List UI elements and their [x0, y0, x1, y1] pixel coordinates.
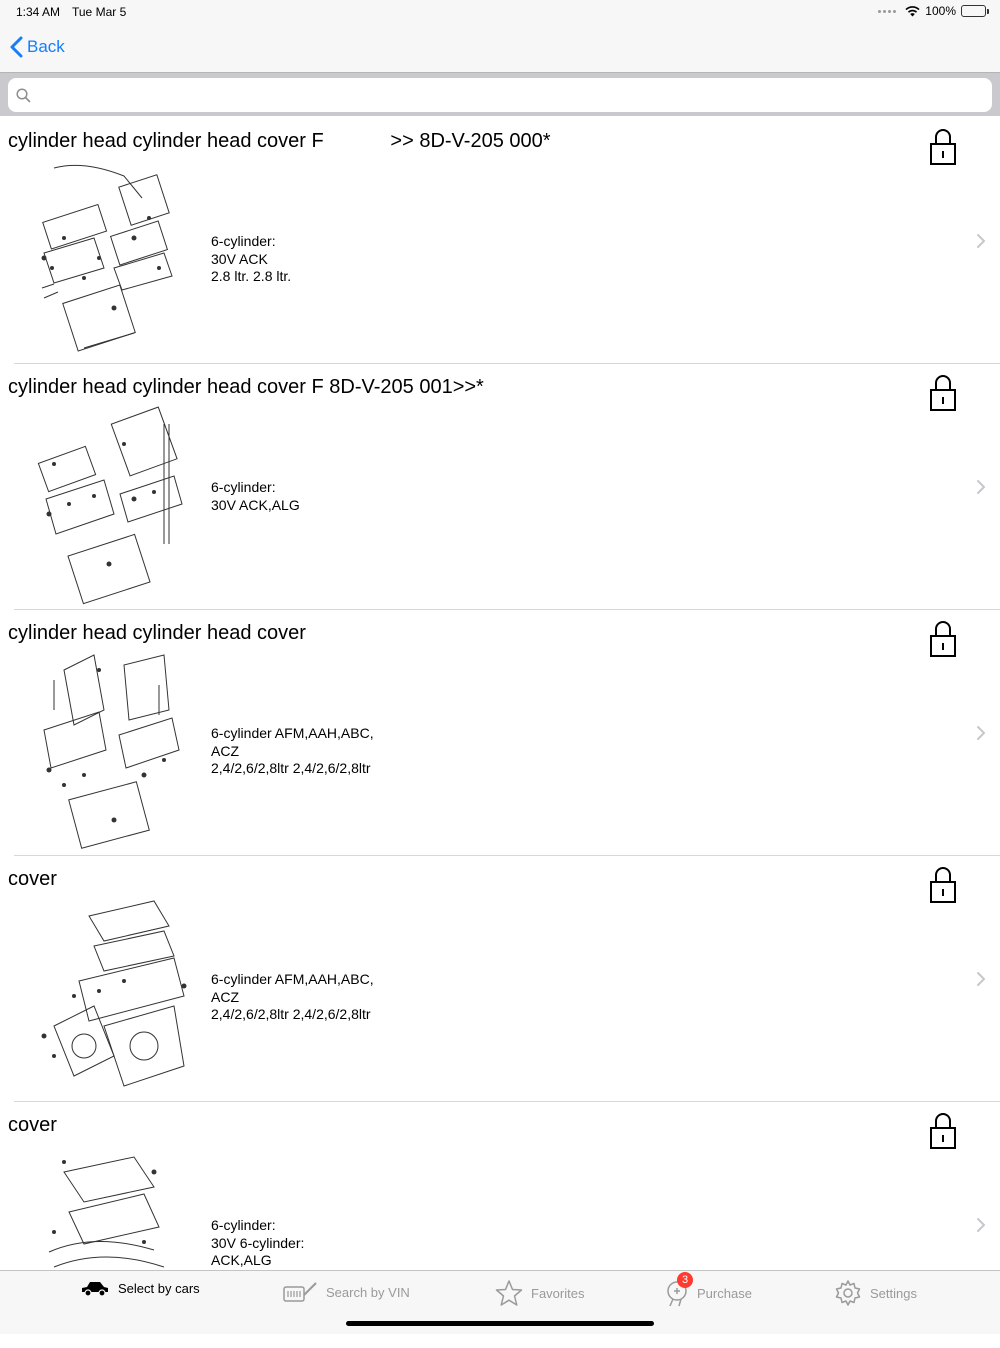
lock-icon	[928, 620, 958, 658]
tab-label: Purchase	[697, 1285, 752, 1301]
description-line: ACK,ALG	[211, 1252, 272, 1268]
part-diagram-image	[24, 896, 194, 1096]
description-line: 6-cylinder:	[211, 479, 276, 495]
lock-icon	[928, 1112, 958, 1150]
lock-icon	[928, 128, 958, 166]
description-line: 6-cylinder AFM,AAH,ABC,	[211, 725, 374, 741]
search-input[interactable]	[38, 78, 978, 112]
tab-search-by-vin[interactable]	[282, 1279, 410, 1305]
status-date: Tue Mar 5	[72, 5, 127, 19]
description-line: 6-cylinder:	[211, 233, 276, 249]
row-title: cylinder head cylinder head cover F >> 8D-V-205 000*	[8, 130, 551, 152]
status-bar	[0, 0, 1000, 26]
row-description	[211, 479, 471, 514]
description-line: 30V ACK	[211, 250, 268, 267]
list-item[interactable]	[0, 610, 1000, 856]
description-line: 2,4/2,6/2,8ltr 2,4/2,6/2,8ltr	[211, 760, 371, 776]
purchase-icon-wrap	[665, 1274, 689, 1307]
navigation-bar	[0, 26, 1000, 72]
battery-percent: 100%	[925, 4, 956, 18]
signal-icon	[878, 10, 896, 13]
back-button[interactable]	[10, 36, 65, 58]
chevron-left-icon	[10, 36, 23, 58]
status-right	[878, 4, 986, 18]
battery-icon	[961, 5, 986, 17]
description-line: 30V 6-cylinder:	[211, 1234, 305, 1251]
back-label: Back	[27, 37, 65, 56]
home-indicator	[346, 1321, 654, 1326]
row-title: cylinder head cylinder head cover	[8, 622, 306, 644]
tab-purchase[interactable]	[665, 1274, 752, 1307]
search-icon	[16, 88, 31, 103]
parts-list	[0, 118, 1000, 1270]
row-description	[211, 233, 471, 286]
row-title: cylinder head cylinder head cover F 8D-V-205 001>>*	[8, 376, 484, 398]
tab-select-by-cars[interactable]	[80, 1279, 200, 1297]
row-description	[211, 971, 471, 1024]
chevron-right-icon	[976, 233, 986, 249]
description-line: 6-cylinder AFM,AAH,ABC,	[211, 971, 374, 987]
list-item[interactable]	[0, 364, 1000, 610]
car-icon	[80, 1279, 110, 1297]
row-title: cover	[8, 1114, 57, 1136]
tab-label: Select by cars	[118, 1280, 200, 1296]
chevron-right-icon	[976, 971, 986, 987]
chevron-right-icon	[976, 479, 986, 495]
tab-favorites[interactable]	[495, 1279, 584, 1307]
description-line: 2,4/2,6/2,8ltr 2,4/2,6/2,8ltr	[211, 1006, 371, 1022]
chevron-right-icon	[976, 1217, 986, 1233]
description-line: 6-cylinder:	[211, 1217, 276, 1233]
vin-scan-icon	[282, 1279, 318, 1305]
list-item[interactable]	[0, 118, 1000, 364]
chevron-right-icon	[976, 725, 986, 741]
tab-label: Settings	[870, 1285, 917, 1301]
row-title: cover	[8, 868, 57, 890]
tab-label: Search by VIN	[326, 1284, 410, 1300]
list-item[interactable]	[0, 856, 1000, 1102]
description-line: 30V ACK,ALG	[211, 496, 300, 513]
search-bar	[0, 72, 1000, 116]
lock-icon	[928, 374, 958, 412]
wifi-icon	[905, 5, 920, 17]
lock-icon	[928, 866, 958, 904]
tab-label: Favorites	[531, 1285, 585, 1301]
part-diagram-image	[24, 404, 194, 604]
purchase-badge: 3	[677, 1272, 693, 1288]
star-icon	[495, 1279, 523, 1307]
part-diagram-image	[24, 650, 194, 850]
part-diagram-image	[24, 158, 194, 358]
description-line: 2.8 ltr. 2.8 ltr.	[211, 268, 292, 284]
description-line: ACZ	[211, 742, 239, 759]
gear-icon	[834, 1279, 862, 1307]
row-description	[211, 725, 471, 778]
search-field[interactable]	[8, 78, 992, 112]
tab-settings[interactable]	[834, 1279, 917, 1307]
status-time: 1:34 AM	[16, 5, 61, 19]
description-line: ACZ	[211, 988, 239, 1005]
tab-bar	[0, 1270, 1000, 1334]
